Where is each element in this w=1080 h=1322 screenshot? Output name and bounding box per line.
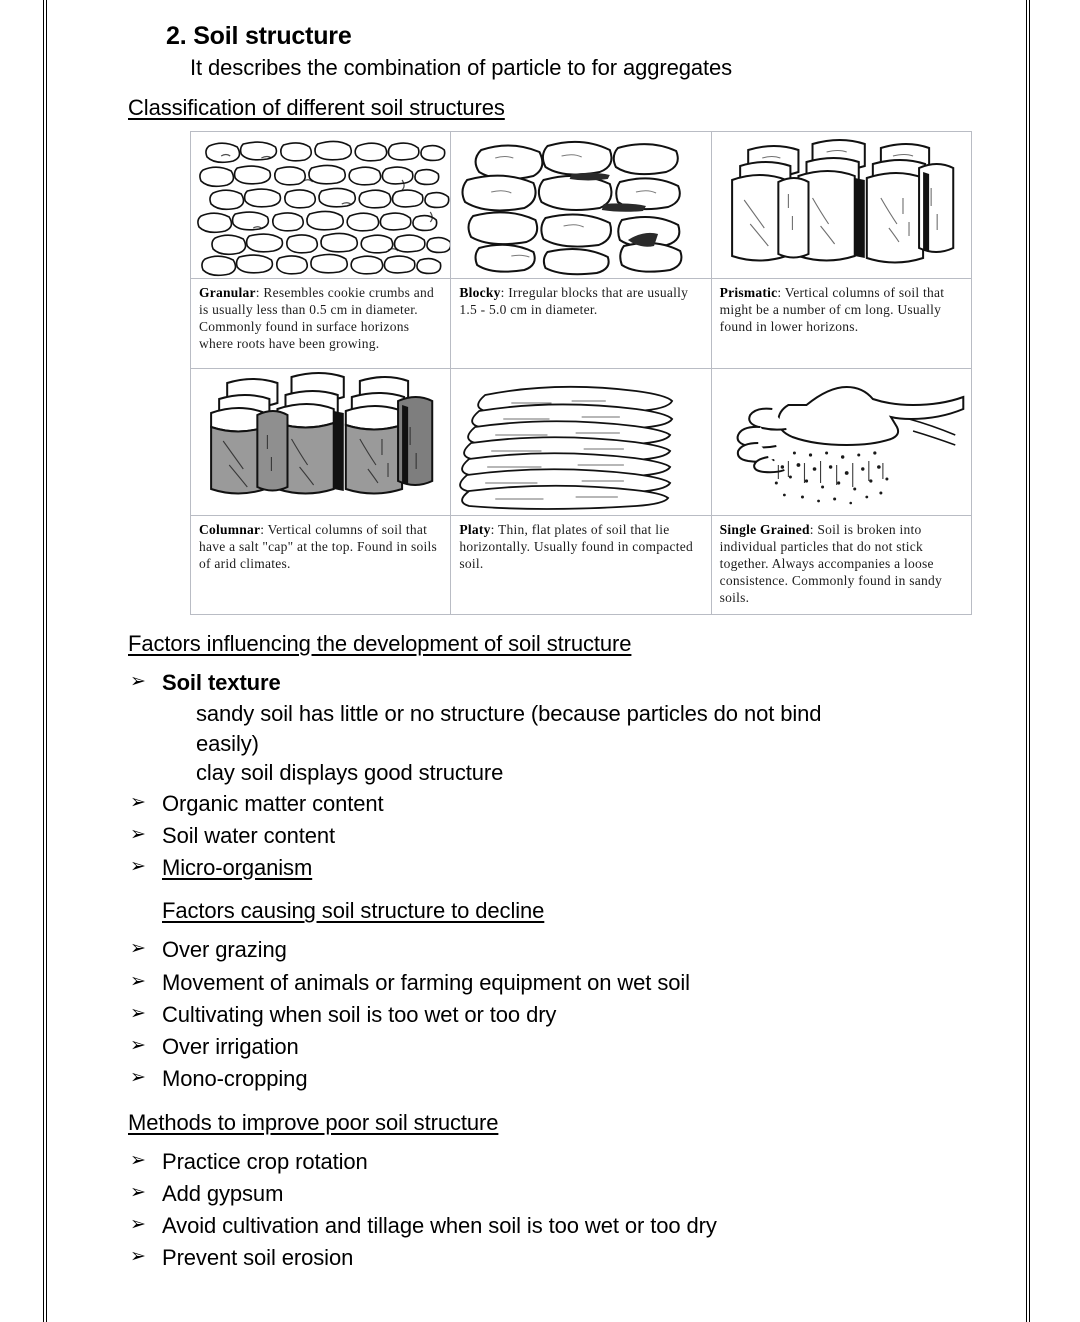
- granular-description: : Resembles cookie crumbs and is usually less than 0.5 cm in diameter. Commonly found in surface horizons where roots have been growing.: [199, 285, 434, 351]
- figure-cell-platy-image: [451, 369, 711, 516]
- soil-texture-notes: [162, 699, 958, 787]
- arrow-bullet-icon: ➢: [130, 1246, 146, 1268]
- methods-improve-heading-wrap: [128, 1110, 958, 1136]
- blocky-term: Blocky: [459, 285, 501, 300]
- soil-texture-note-line: clay soil displays good structure: [196, 760, 504, 786]
- list-item-label: Prevent soil erosion: [162, 1245, 354, 1271]
- single-grained-soil-illustration: [712, 369, 971, 515]
- factors-decline-heading: Factors causing soil structure to decline: [162, 898, 545, 924]
- blocky-soil-illustration: [451, 132, 710, 278]
- page-left-rule: [43, 0, 47, 1322]
- classification-heading: Classification of different soil structures: [128, 95, 505, 120]
- soil-texture-note-line: sandy soil has little or no structure (because particles do not bind: [196, 701, 822, 727]
- list-item-label: Micro-organism: [162, 855, 313, 881]
- figure-image-row-2: [191, 369, 972, 516]
- figure-image-row-1: [191, 132, 972, 279]
- soil-texture-note-line: easily): [196, 730, 259, 756]
- blocky-caption: [459, 284, 703, 318]
- figure-cell-single-grained-image: [711, 369, 971, 516]
- figure-caption-row-2: [191, 516, 972, 615]
- arrow-bullet-icon: ➢: [130, 671, 146, 692]
- columnar-caption: [199, 521, 443, 572]
- list-item-movement-of-animals: [128, 967, 958, 998]
- list-item-micro-organism: [128, 852, 958, 883]
- granular-soil-illustration: [191, 132, 450, 278]
- list-item-add-gypsum: [128, 1178, 958, 1209]
- single-grained-description: : Soil is broken into individual particles that do not stick together. Always accompanies a loose consistence. Commonly found in sandy soils.: [719, 522, 943, 605]
- figure-cell-blocky-caption: [451, 279, 711, 369]
- soil-structure-figure-table: [190, 131, 972, 615]
- list-item-prevent-soil-erosion: [128, 1242, 958, 1273]
- arrow-bullet-icon: ➢: [130, 791, 146, 813]
- arrow-bullet-icon: ➢: [130, 823, 146, 845]
- blocky-description: : Irregular blocks that are usually 1.5 - 5.0 cm in diameter.: [459, 285, 689, 317]
- columnar-description: : Vertical columns of soil that have a salt "cap" at the top. Found in soils of arid climates.: [199, 522, 437, 571]
- arrow-bullet-icon: ➢: [130, 1181, 146, 1203]
- factors-development-heading-wrap: [128, 631, 958, 657]
- list-item-mono-cropping: [128, 1063, 958, 1094]
- prismatic-description: : Vertical columns of soil that might be a number of cm long. Usually found in lower horizons.: [719, 285, 945, 334]
- list-item-soil-water-content: [128, 820, 958, 851]
- list-item-practice-crop-rotation: [128, 1146, 958, 1177]
- list-item-label: Soil texture: [162, 670, 281, 695]
- page-right-rule: [1026, 0, 1030, 1322]
- platy-caption: [459, 521, 703, 572]
- list-item-label: Over irrigation: [162, 1034, 299, 1060]
- figure-caption-row-1: [191, 279, 972, 369]
- list-item-over-grazing: [128, 934, 958, 965]
- methods-improve-heading: Methods to improve poor soil structure: [128, 1109, 499, 1135]
- list-item-label: Over grazing: [162, 937, 287, 963]
- arrow-bullet-icon: ➢: [130, 1213, 146, 1235]
- factors-development-list-rest: [128, 788, 958, 884]
- factors-decline-list: [128, 934, 958, 1094]
- list-item-label: Add gypsum: [162, 1180, 284, 1206]
- arrow-bullet-icon: ➢: [130, 970, 146, 992]
- columnar-term: Columnar: [199, 522, 261, 537]
- single-grained-term: Single Grained: [719, 522, 810, 537]
- figure-cell-granular-image: [191, 132, 451, 279]
- arrow-bullet-icon: ➢: [130, 938, 146, 960]
- prismatic-term: Prismatic: [719, 285, 778, 300]
- figure-cell-columnar-image: [191, 369, 451, 516]
- factors-development-list: [128, 667, 958, 698]
- spacer: [128, 1096, 958, 1110]
- arrow-bullet-icon: ➢: [130, 1149, 146, 1171]
- arrow-bullet-icon: ➢: [130, 1002, 146, 1024]
- figure-cell-prismatic-image: [711, 132, 971, 279]
- figure-cell-prismatic-caption: [711, 279, 971, 369]
- spacer: [128, 884, 958, 898]
- definition-text: It describes the combination of particle to for aggregates: [190, 55, 733, 80]
- figure-cell-blocky-image: [451, 132, 711, 279]
- list-item-label: Organic matter content: [162, 790, 384, 816]
- methods-improve-list: [128, 1146, 958, 1274]
- arrow-bullet-icon: ➢: [130, 1035, 146, 1057]
- single-grained-caption: [720, 521, 964, 606]
- platy-term: Platy: [459, 522, 491, 537]
- list-item-label: Cultivating when soil is too wet or too dry: [162, 1001, 557, 1027]
- platy-description: : Thin, flat plates of soil that lie horizontally. Usually found in compacted soil.: [459, 522, 694, 571]
- figure-cell-columnar-caption: [191, 516, 451, 615]
- list-item-label: Soil water content: [162, 822, 336, 848]
- list-item-over-irrigation: [128, 1031, 958, 1062]
- list-item-label: Mono-cropping: [162, 1066, 308, 1092]
- columnar-soil-illustration: [191, 369, 450, 515]
- list-item-label: Avoid cultivation and tillage when soil is too wet or too dry: [162, 1212, 717, 1238]
- figure-cell-single-grained-caption: [711, 516, 971, 615]
- arrow-bullet-icon: ➢: [130, 856, 146, 878]
- arrow-bullet-icon: ➢: [130, 1067, 146, 1089]
- granular-caption: [199, 284, 443, 352]
- list-item-label: Movement of animals or farming equipment on wet soil: [162, 969, 690, 995]
- classification-heading-wrap: [128, 95, 958, 121]
- figure-cell-platy-caption: [451, 516, 711, 615]
- granular-term: Granular: [199, 285, 256, 300]
- factors-decline-heading-wrap: [162, 898, 958, 924]
- platy-soil-illustration: [451, 369, 710, 515]
- document-content: [128, 22, 958, 1274]
- list-item-label: Practice crop rotation: [162, 1148, 368, 1174]
- page-title: 2. Soil structure: [166, 22, 352, 50]
- list-item-avoid-cultivation-tillage: [128, 1210, 958, 1241]
- prismatic-caption: [720, 284, 964, 335]
- list-item-cultivating-wet-dry: [128, 999, 958, 1030]
- factors-development-heading: Factors influencing the development of soil structure: [128, 631, 632, 656]
- figure-cell-granular-caption: [191, 279, 451, 369]
- prismatic-soil-illustration: [712, 132, 971, 278]
- list-item-organic-matter-content: [128, 788, 958, 819]
- list-item-soil-texture: [128, 667, 958, 698]
